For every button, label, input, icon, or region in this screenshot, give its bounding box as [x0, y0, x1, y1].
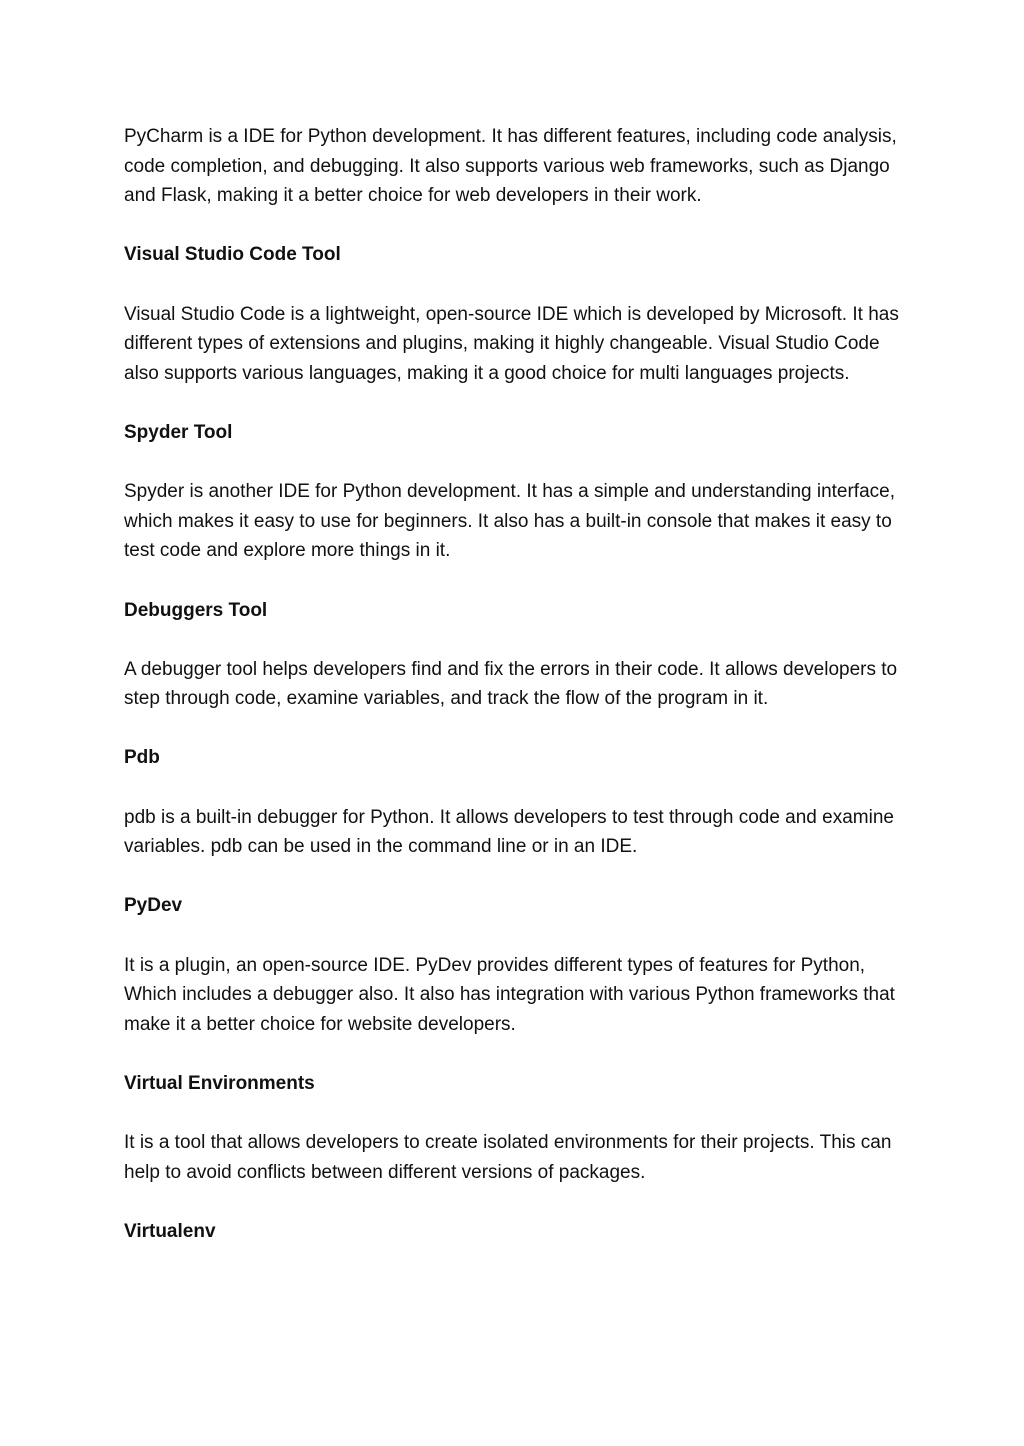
heading-virtualenv: Virtualenv: [124, 1220, 216, 1242]
paragraph-virtual-environments: It is a tool that allows developers to create isolated environments for their projects. This can help to avoid conflicts between different versions of packages.: [124, 1132, 892, 1183]
heading-virtual-environments: Virtual Environments: [124, 1073, 315, 1094]
paragraph-visual-studio-code: Visual Studio Code is a lightweight, open-source IDE which is developed by Microsoft. It has different types of extensions and plugins, making it highly changeable. Visual Studio Code also supports various languages, making it a good choice for multi languages projects.: [124, 303, 899, 384]
paragraph-pdb: pdb is a built-in debugger for Python. It allows developers to test through code and examine variables. pdb can be used in the command line or in an IDE.: [124, 806, 894, 858]
document-body: [124, 122, 904, 1276]
heading-pdb: Pdb: [124, 747, 160, 769]
heading-debuggers-tool: Debuggers Tool: [124, 599, 268, 621]
heading-pydev: PyDev: [124, 895, 183, 917]
paragraph-pycharm: PyCharm is a IDE for Python development. It has different features, including code analysis, code completion, and debugging. It also supports various web frameworks, such as Django and Flask, making it a better choice for web developers in their work.: [124, 126, 897, 207]
heading-spyder-tool: Spyder Tool: [124, 421, 233, 443]
paragraph-spyder: Spyder is another IDE for Python development. It has a simple and understanding interface, which makes it easy to use for beginners. It also has a built-in console that makes it easy to test code and explore more things in it.: [124, 481, 896, 562]
heading-visual-studio-code-tool: Visual Studio Code Tool: [124, 244, 341, 266]
paragraph-debuggers: A debugger tool helps developers find and fix the errors in their code. It allows developers to step through code, examine variables, and track the flow of the program in it.: [124, 658, 898, 710]
paragraph-pydev: It is a plugin, an open-source IDE. PyDev provides different types of features for Python, Which includes a debugger also. It also has integration with various Python frameworks that make it a better choice for website developers.: [124, 954, 895, 1035]
